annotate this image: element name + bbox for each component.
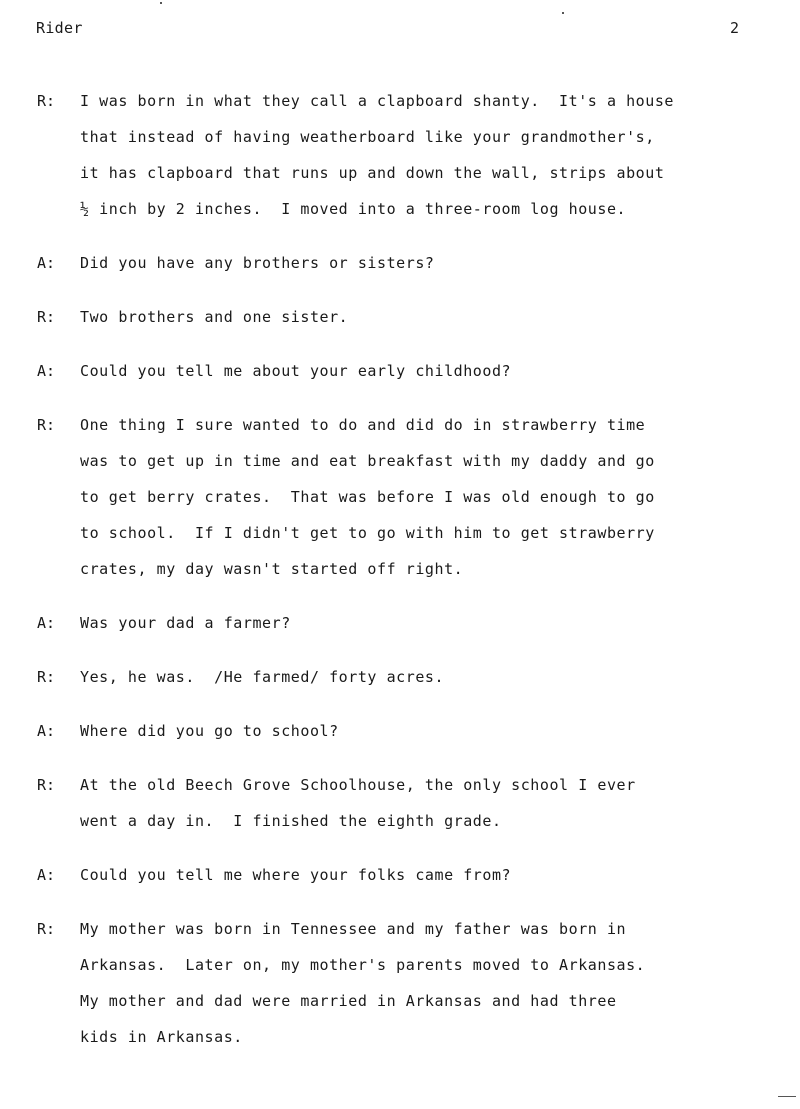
speaker-label: A:	[37, 362, 56, 380]
speaker-label: A:	[37, 722, 56, 740]
transcript-line: kids in Arkansas.	[80, 1028, 243, 1046]
transcript-line: that instead of having weatherboard like your grandmother's,	[80, 128, 655, 146]
speaker-label: R:	[37, 668, 56, 686]
transcript-line: went a day in. I finished the eighth grade.	[80, 812, 502, 830]
transcript-line: Did you have any brothers or sisters?	[80, 254, 435, 272]
speaker-label: A:	[37, 254, 56, 272]
transcript-line: crates, my day wasn't started off right.	[80, 560, 464, 578]
speaker-label: R:	[37, 920, 56, 938]
header-name: Rider	[36, 19, 83, 37]
transcript-line: Where did you go to school?	[80, 722, 339, 740]
transcript-line: to school. If I didn't get to go with him to get strawberry	[80, 524, 655, 542]
transcript-line: One thing I sure wanted to do and did do in strawberry time	[80, 416, 646, 434]
speaker-label: R:	[37, 92, 56, 110]
speaker-label: R:	[37, 776, 56, 794]
transcript-line: I was born in what they call a clapboard shanty. It's a house	[80, 92, 675, 110]
transcript-line: Two brothers and one sister.	[80, 308, 349, 326]
scan-speck	[562, 12, 564, 14]
page-number: 2	[730, 19, 740, 37]
transcript-line: Yes, he was. /He farmed/ forty acres.	[80, 668, 445, 686]
transcript-line: Could you tell me where your folks came from?	[80, 866, 512, 884]
transcript-line: was to get up in time and eat breakfast with my daddy and go	[80, 452, 655, 470]
speaker-label: R:	[37, 416, 56, 434]
transcript-line: My mother and dad were married in Arkansas and had three	[80, 992, 617, 1010]
speaker-label: R:	[37, 308, 56, 326]
speaker-label: A:	[37, 614, 56, 632]
scan-edge-mark	[778, 1096, 796, 1097]
transcript-line: Could you tell me about your early childhood?	[80, 362, 512, 380]
transcript-line: Arkansas. Later on, my mother's parents moved to Arkansas.	[80, 956, 646, 974]
speaker-label: A:	[37, 866, 56, 884]
transcript-line: to get berry crates. That was before I was old enough to go	[80, 488, 655, 506]
transcript-line: At the old Beech Grove Schoolhouse, the only school I ever	[80, 776, 636, 794]
transcript-line: My mother was born in Tennessee and my father was born in	[80, 920, 627, 938]
transcript-line: Was your dad a farmer?	[80, 614, 291, 632]
transcript-line: it has clapboard that runs up and down the wall, strips about	[80, 164, 665, 182]
transcript-line: ½ inch by 2 inches. I moved into a three-room log house.	[80, 200, 627, 218]
scan-speck	[160, 2, 162, 4]
